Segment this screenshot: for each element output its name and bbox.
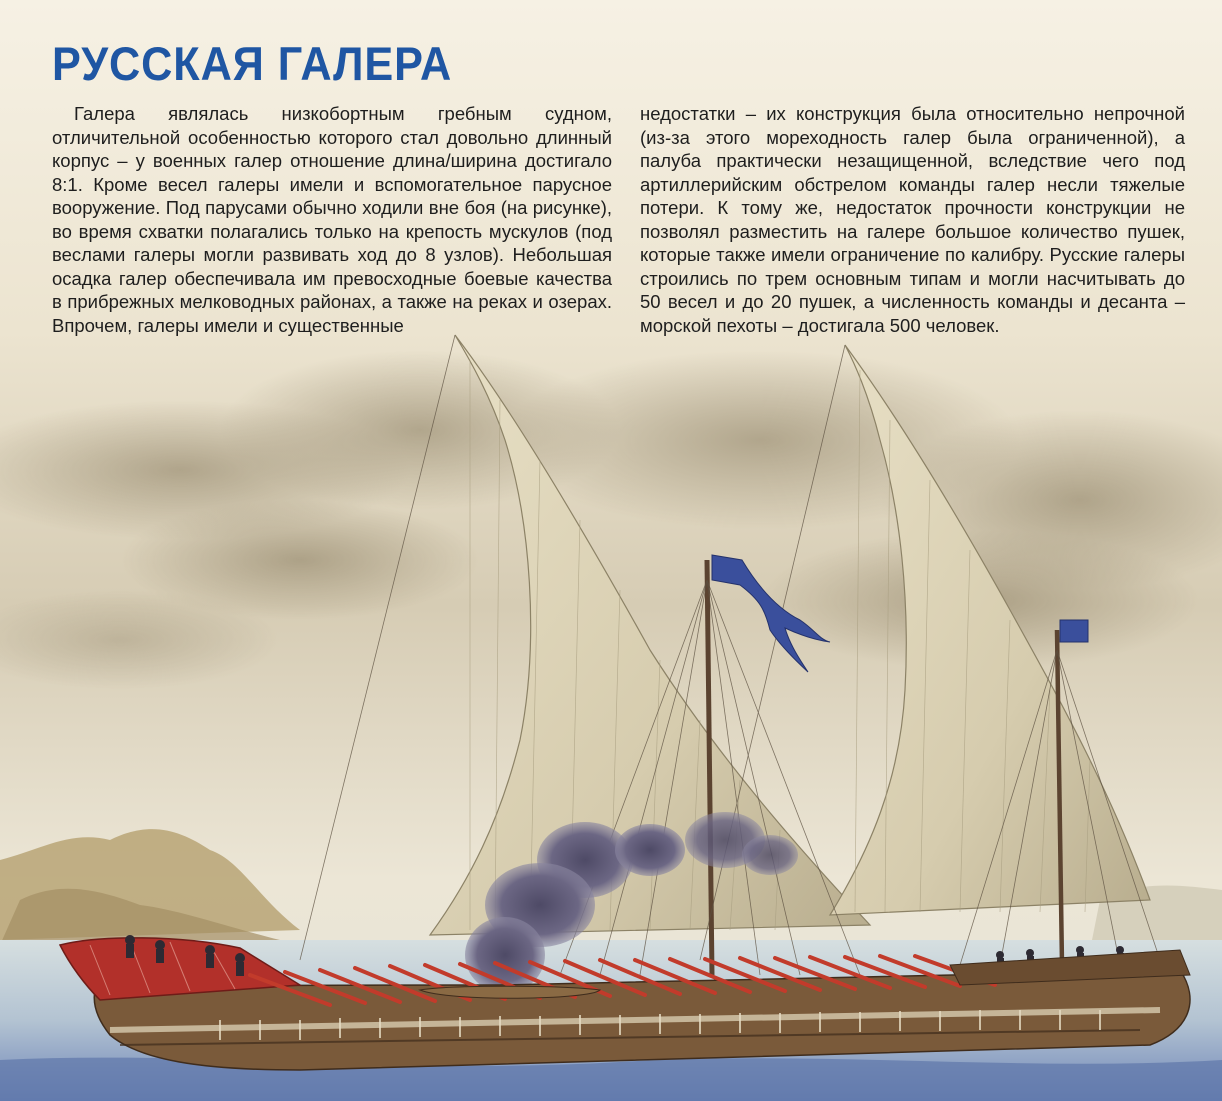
- article-column-left: [52, 102, 612, 337]
- article-paragraph: Галера являлась низкобортным гребным судном, отличительной особенностью которого стал довольно длинный корпус – у военных галер отношение длина/ширина достигало 8:1. Кроме весел галеры имели и вспомогательное парусное вооружение. Под парусами обычно ходили вне боя (на рисунке), во время схватки полагались только на крепость мускулов (под веслами галеры могли развивать ход до 8 узлов). Небольшая осадка галер обеспечивала им превосходные боевые качества в прибрежных мелководных районах, а также на реках и озерах. Впрочем, галеры имели и существенные: [52, 103, 612, 336]
- fore-flag: [1060, 620, 1088, 642]
- article-paragraph-continued: недостатки – их конструкция была относительно непрочной (из-за этого мореходность галер была ограниченной), а палуба практически незащищенной, вследствие чего под артиллерийским обстрелом команды галер несли тяжелые потери. К тому же, недостаток прочности конструкции не позволял разместить на галере большое количество пушек, которые также имели ограничение по калибру. Русские галеры строились по трем основным типам и могли насчитывать до 50 весел и до 20 пушек, а численность команды и десанта – морской пехоты – достигала 500 человек.: [640, 103, 1185, 336]
- page-title: РУССКАЯ ГАЛЕРА: [52, 37, 453, 90]
- article-column-right: [640, 102, 1185, 337]
